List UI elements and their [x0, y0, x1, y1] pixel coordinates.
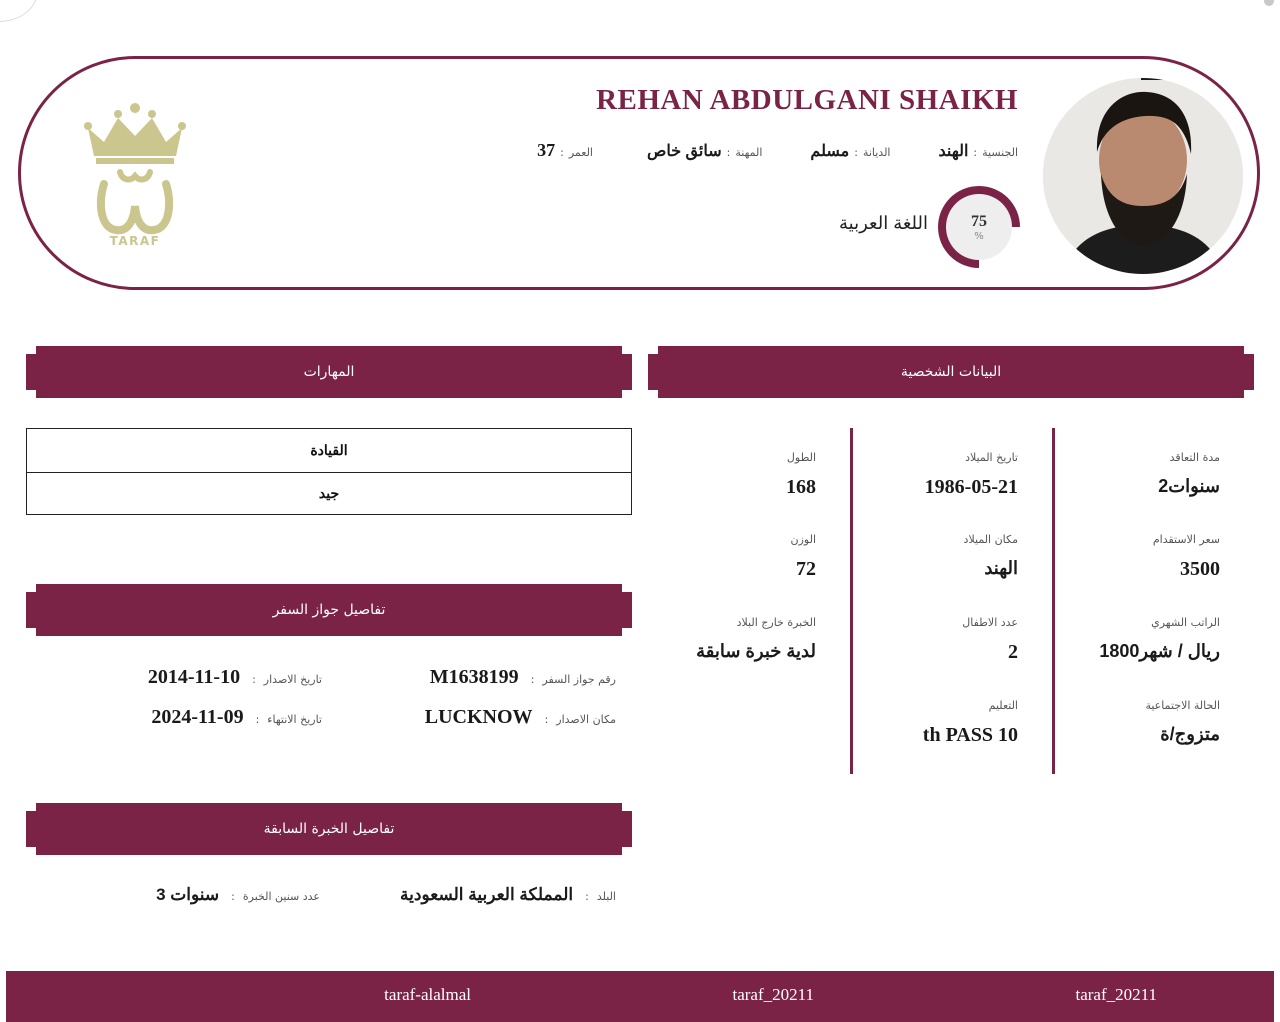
education-field	[923, 699, 1018, 747]
footer-handle[interactable]: taraf-alalmal	[384, 985, 471, 1004]
profile-photo	[1043, 78, 1243, 274]
field-label: تاريخ الميلاد	[965, 451, 1018, 464]
nationality-value: الهند	[938, 143, 969, 160]
footer-handle[interactable]: taraf_20211	[732, 985, 814, 1004]
experience-title: تفاصيل الخبرة السابقة	[263, 821, 395, 837]
field-label: الوزن	[790, 533, 816, 546]
field-label: مكان الميلاد	[963, 533, 1018, 546]
expiry-date-field	[151, 706, 322, 729]
issue-place: LUCKNOW	[424, 706, 533, 728]
experience-country-field	[400, 885, 616, 905]
language-label: اللغة العربية	[839, 213, 928, 233]
field-value: 168	[786, 476, 816, 498]
experience-country: المملكة العربية السعودية	[400, 885, 574, 904]
field-label: البلد	[596, 890, 616, 903]
age-item	[537, 140, 593, 161]
experience-banner	[26, 803, 632, 855]
recruitment-price-field	[1153, 533, 1220, 581]
separator: :	[252, 673, 256, 686]
field-value: th PASS 10	[922, 724, 1018, 746]
experience-years: 3 سنوات	[156, 885, 220, 904]
field-label: الطول	[786, 451, 816, 464]
contract-duration-field	[1158, 451, 1220, 497]
nationality-label: الجنسية	[982, 146, 1018, 159]
height-field	[786, 451, 816, 499]
field-label: تاريخ الانتهاء	[267, 713, 322, 726]
separator: :	[530, 673, 535, 686]
language-level-unit: %	[974, 231, 984, 242]
field-value: 2	[1008, 641, 1018, 663]
skill-name: القيادة	[310, 442, 348, 458]
skills-table	[26, 428, 632, 515]
issue-place-field	[425, 706, 616, 729]
field-label: الراتب الشهري	[1151, 616, 1220, 629]
separator: :	[854, 146, 858, 159]
field-label: سعر الاستقدام	[1152, 533, 1220, 546]
skills-banner	[26, 346, 632, 398]
profession-item	[647, 141, 762, 161]
field-value: 1986-05-21	[924, 476, 1018, 498]
separator: :	[726, 146, 731, 159]
birth-date-field	[925, 451, 1018, 499]
field-label: الخبرة خارج البلاد	[736, 616, 816, 629]
separator: :	[973, 146, 978, 159]
separator: :	[544, 713, 549, 726]
field-value: متزوج/ة	[1160, 724, 1220, 744]
experience-abroad-field	[696, 616, 816, 662]
field-value: الهند	[984, 558, 1018, 578]
passport-number-field	[430, 666, 616, 689]
personal-data-title: البيانات الشخصية	[900, 364, 1002, 380]
children-count-field	[962, 616, 1018, 664]
column-divider	[850, 428, 853, 774]
issue-date-field	[148, 666, 322, 689]
person-photo-icon	[1043, 78, 1243, 274]
birth-place-field	[964, 533, 1018, 579]
age-value: 37	[537, 140, 556, 160]
language-progress-ring	[938, 186, 1020, 268]
candidate-summary-row	[537, 140, 1018, 161]
passport-number: M1638199	[429, 666, 519, 688]
field-label: التعليم	[988, 699, 1018, 712]
nationality-item	[939, 141, 1019, 161]
field-label: تاريخ الاصدار	[263, 673, 322, 686]
skills-title: المهارات	[303, 364, 355, 380]
personal-data-banner	[648, 346, 1254, 398]
separator: :	[585, 890, 589, 903]
field-label: رقم جواز السفر	[542, 673, 616, 686]
issue-date: 2014-11-10	[147, 666, 241, 688]
field-value: لدية خبرة سابقة	[696, 641, 816, 661]
language-progress-center	[946, 194, 1012, 260]
field-label: عدد الاطفال	[962, 616, 1018, 629]
candidate-name: REHAN ABDULGANI SHAIKH	[596, 84, 1018, 116]
separator: :	[560, 146, 564, 159]
marital-status-field	[1145, 699, 1220, 745]
footer-bar	[6, 971, 1274, 1022]
scroll-indicator	[1264, 0, 1274, 6]
weight-field	[791, 533, 816, 581]
crown-logo-icon	[82, 102, 188, 248]
footer-handle[interactable]: taraf_20211	[1075, 985, 1157, 1004]
field-value: 2سنوات	[1158, 476, 1220, 496]
religion-label: الديانة	[862, 146, 891, 159]
experience-years-field	[156, 885, 320, 905]
language-level-value: 75	[971, 213, 987, 230]
profession-label: المهنة	[735, 146, 763, 159]
column-divider	[1052, 428, 1055, 774]
expiry-date: 2024-11-09	[151, 706, 244, 728]
monthly-salary-field	[1099, 616, 1220, 662]
field-label: الحالة الاجتماعية	[1145, 699, 1220, 712]
field-value: 72	[796, 558, 816, 580]
field-label: مكان الاصدار	[556, 713, 616, 726]
taraf-logo	[82, 102, 188, 248]
logo-text: TARAF	[109, 234, 161, 248]
separator: :	[231, 890, 235, 903]
passport-banner	[26, 584, 632, 636]
separator: :	[255, 713, 260, 726]
field-value: 3500	[1180, 558, 1220, 580]
corner-decoration	[0, 0, 38, 22]
field-value: 1800ريال / شهر	[1099, 641, 1220, 661]
field-label: عدد سنين الخبرة	[242, 890, 320, 903]
skill-level: جيد	[27, 472, 631, 514]
passport-title: تفاصيل جواز السفر	[272, 602, 386, 618]
field-label: مدة التعاقد	[1169, 451, 1220, 464]
age-label: العمر	[568, 146, 593, 159]
religion-value: مسلم	[810, 143, 850, 160]
religion-item	[810, 141, 890, 161]
profession-value: سائق خاص	[647, 143, 722, 160]
